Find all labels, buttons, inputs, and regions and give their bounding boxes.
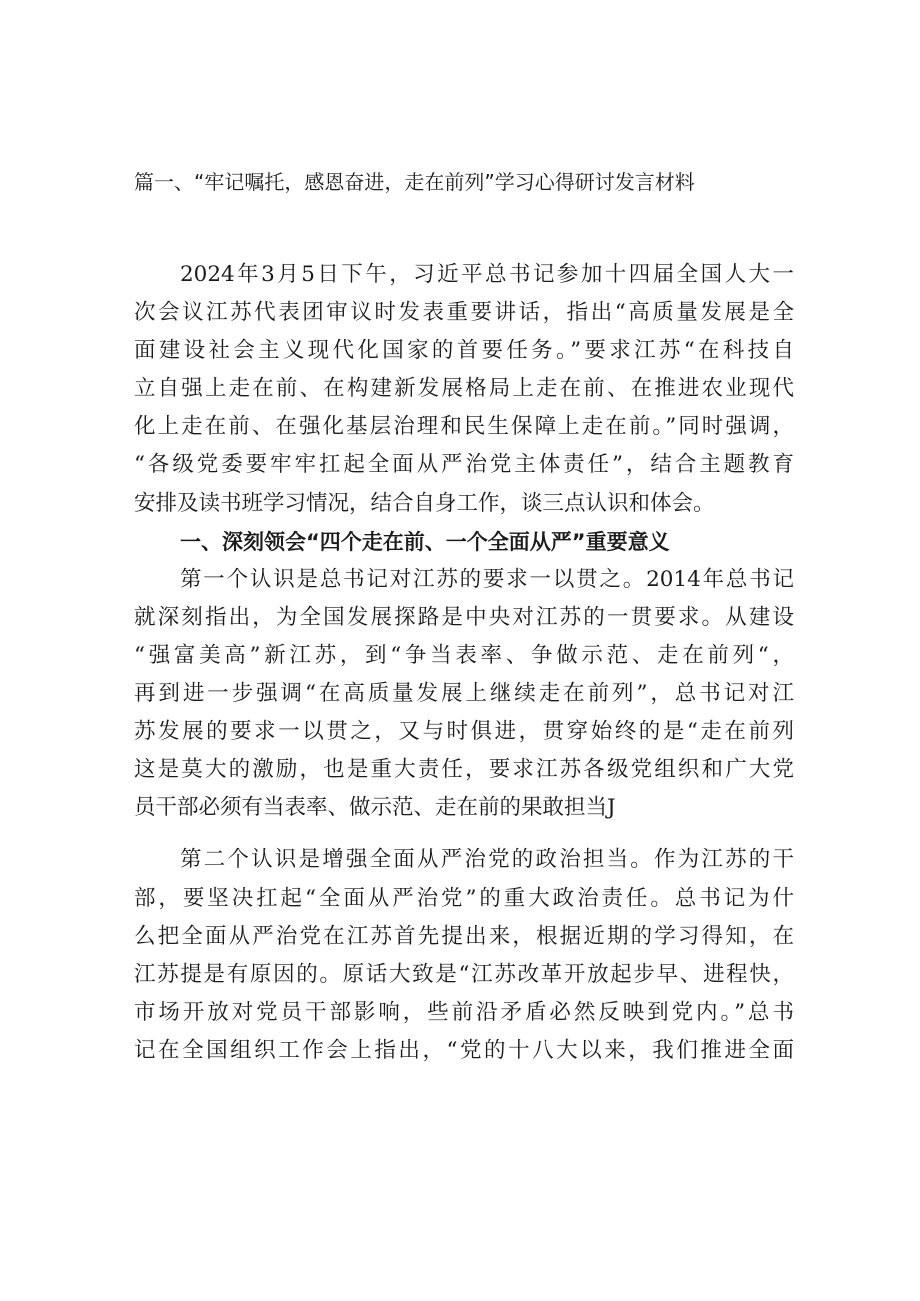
text-line: 就深刻指出，为全国发展探路是中央对江苏的一贯要求。从建设: [134, 604, 794, 630]
document-title: 篇一、“牢记嘱托，感恩奋进，走在前列”学习心得研讨发言材料: [134, 170, 695, 194]
text-line: 么把全面从严治党在江苏首先提出来，根据近期的学习得知，在: [134, 923, 794, 949]
text-line: 第一个认识是总书记对江苏的要求一以贯之。2014年总书记: [180, 566, 794, 592]
text-line: 这是莫大的激励，也是重大责任，要求江苏各级党组织和广大党: [134, 757, 794, 783]
text-line: 江苏提是有原因的。原话大致是“江苏改革开放起步早、进程快，: [134, 961, 794, 987]
text-line: 再到进一步强调“在高质量发展上继续走在前列”，总书记对江: [134, 681, 794, 707]
section-heading-1: 一、深刻领会“四个走在前、一个全面从严”重要意义: [180, 529, 670, 554]
text-line: 第二个认识是增强全面从严治党的政治担当。作为江苏的干: [180, 847, 794, 873]
text-line: “各级党委要牢牢扛起全面从严治党主体责任”，结合主题教育: [134, 452, 794, 478]
text-line: 次会议江苏代表团审议时发表重要讲话，指出“高质量发展是全: [134, 300, 794, 326]
paragraph-second-understanding: [134, 841, 794, 1070]
text-line: 安排及读书班学习情况，结合自身工作，谈三点认识和体会。: [134, 490, 715, 516]
text-line: 市场开放对党员干部影响，些前沿矛盾必然反映到党内。”总书: [134, 999, 794, 1025]
text-line: “强富美高”新江苏，到“争当表率、争做示范、走在前列“，: [134, 642, 794, 668]
text-line: 2024年3月5日下午，习近平总书记参加十四届全国人大一: [180, 262, 794, 287]
text-line: 苏发展的要求一以贯之，又与时俱进，贯穿始终的是“走在前列: [134, 719, 794, 745]
text-line: 记在全国组织工作会上指出，“党的十八大以来，我们推进全面: [134, 1037, 794, 1063]
paragraph-intro: [134, 256, 794, 523]
paragraph-spacer: [134, 827, 794, 841]
text-line: 员干部必须有当表率、做示范、走在前的果敢担当J: [134, 795, 616, 821]
paragraph-first-understanding: [134, 561, 794, 828]
text-line: 化上走在前、在强化基层治理和民生保障上走在前。”同时强调，: [134, 414, 794, 440]
text-line: 部，要坚决扛起“全面从严治党”的重大政治责任。总书记为什: [134, 885, 794, 911]
text-line: 面建设社会主义现代化国家的首要任务。”要求江苏“在科技自: [134, 338, 794, 364]
text-line: 立自强上走在前、在构建新发展格局上走在前、在推进农业现代: [134, 376, 794, 402]
document-body: [134, 256, 794, 1070]
